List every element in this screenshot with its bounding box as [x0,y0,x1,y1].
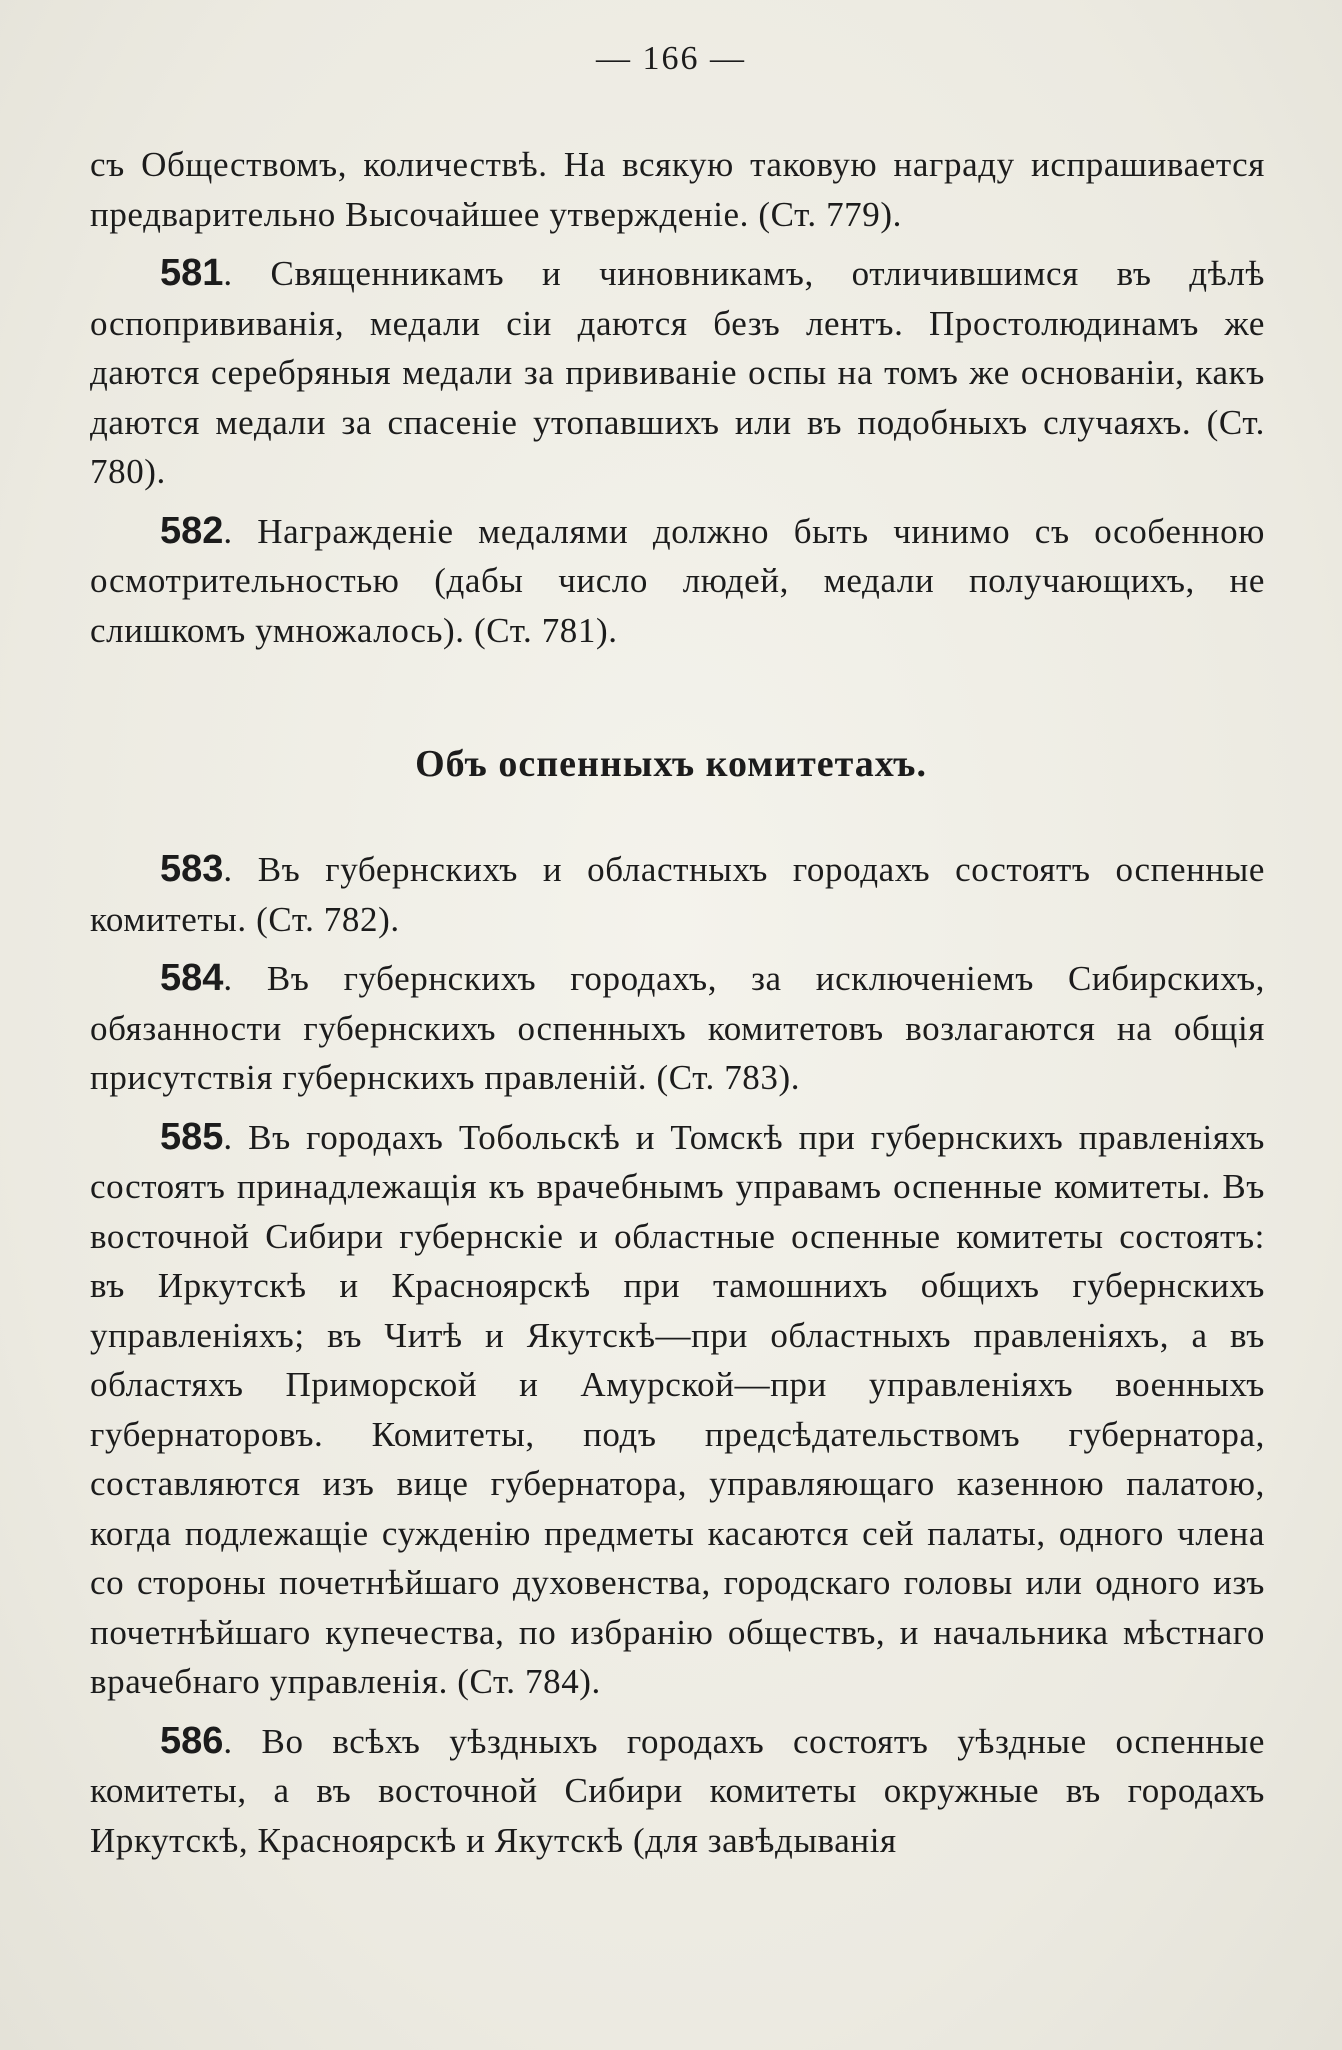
article-582 [90,507,1265,656]
article-text: . Въ губернскихъ городахъ, за исключеніемъ Сибирскихъ, обязанности губернскихъ оспенныхъ комитетовъ возлагаются на общія присутствія губернскихъ правленій. (Ст. 783). [90,959,1265,1097]
page-number: — 166 — [596,40,746,77]
article-number: 582 [160,509,224,552]
section-heading: Объ оспенныхъ комитетахъ. [415,743,927,785]
article-number: 583 [160,848,224,890]
intro-paragraph [90,140,1265,239]
article-584 [90,954,1265,1103]
article-586 [90,1717,1265,1866]
article-585 [90,1113,1265,1707]
article-text: . Священникамъ и чиновникамъ, отличившимся въ дѣлѣ оспопрививанія, медали сіи даются безъ лентъ. Простолюдинамъ же даются серебряныя медали за прививаніе оспы на томъ же основаніи, какъ даются медали за спасеніе утопавшихъ или въ подобныхъ случаяхъ. (Ст. 780). [90,254,1265,491]
intro-paragraph-text: съ Обществомъ, количествѣ. На всякую таковую награду испрашивается предварительно Высочайшее утвержденіе. (Ст. 779). [90,145,1265,234]
article-text: . Награжденіе медалями должно быть чинимо съ особенною осмотрительностью (дабы число людей, медали получающихъ, не слишкомъ умножалось). (Ст. 781). [90,511,1265,650]
text-block-bottom [90,845,1265,1865]
article-number: 585 [160,1115,224,1158]
article-text: . Въ губернскихъ и областныхъ городахъ состоятъ оспенные комитеты. (Ст. 782). [90,850,1265,939]
article-text: . Въ городахъ Тобольскѣ и Томскѣ при губернскихъ правленіяхъ состоятъ принадлежащія къ врачебнымъ управамъ оспенные комитеты. Въ восточной Сибири губернскіе и областные оспенные комитеты состоятъ: въ Иркутскѣ и Красноярскѣ при тамошнихъ общихъ губернскихъ управленіяхъ; въ Читѣ и Якутскѣ—при областныхъ правленіяхъ, а въ областяхъ Приморской и Амурской—при управленіяхъ военныхъ губернаторовъ. Комитеты, подъ предсѣдательствомъ губернатора, составляются изъ вице губернатора, управляющаго казенною палатою, когда подлежащіе сужденію предметы касаются сей палаты, одного члена со стороны почетнѣйшаго духовенства, городскаго головы или одного изъ почетнѣйшаго купечества, по избранію обществъ, и начальника мѣстнаго врачебнаго управленія. (Ст. 784). [90,1117,1265,1701]
article-text: . Во всѣхъ уѣздныхъ городахъ состоятъ уѣздные оспенные комитеты, а въ восточной Сибири комитеты окружные въ городахъ Иркутскѣ, Красноярскѣ и Якутскѣ (для завѣдыванія [90,1721,1265,1860]
article-581 [90,249,1265,497]
article-number: 581 [160,252,224,294]
article-583 [90,845,1265,944]
text-block-top [90,140,1265,655]
article-number: 586 [160,1719,224,1762]
article-number: 584 [160,957,224,999]
